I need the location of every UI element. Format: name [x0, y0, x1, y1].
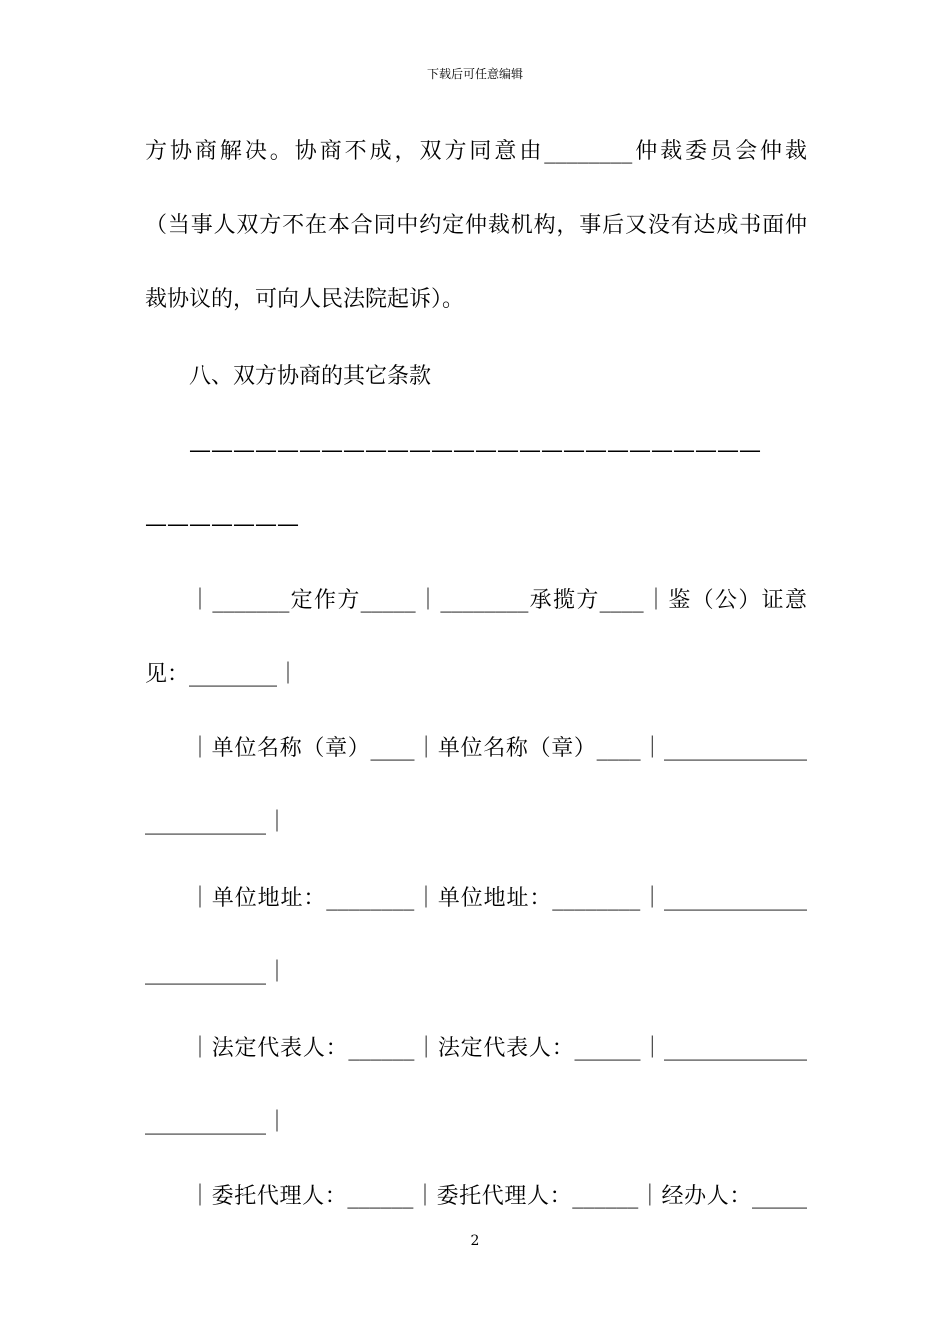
signature-table-row: ___________｜	[145, 960, 289, 985]
divider-line: ——————————————————————————	[189, 438, 761, 463]
signature-table-row: ｜单位地址：________｜单位地址：________｜_____________	[189, 886, 807, 911]
signature-table-row: ___________｜	[145, 810, 289, 835]
section-heading: 八、双方协商的其它条款	[189, 364, 432, 389]
page-number: 2	[470, 1233, 480, 1249]
signature-table-row: ｜单位名称（章）____｜单位名称（章）____｜_____________	[189, 736, 807, 761]
divider-line: ———————	[145, 512, 299, 537]
paragraph-line: 方协商解决。协商不成，双方同意由________仲裁委员会仲裁	[145, 139, 807, 164]
signature-table-row: ___________｜	[145, 1110, 289, 1135]
signature-table-row: ｜法定代表人：______｜法定代表人：______｜_____________	[189, 1036, 807, 1061]
paragraph-line: 裁协议的，可向人民法院起诉）。	[145, 287, 465, 312]
page-header: 下载后可任意编辑	[426, 67, 523, 81]
signature-table-row: ｜委托代理人：______｜委托代理人：______｜经办人：_____	[189, 1184, 807, 1209]
signature-table-row: 见：________｜	[145, 662, 300, 687]
signature-table-row: ｜_______定作方_____｜________承揽方____｜鉴（公）证意	[189, 588, 807, 613]
paragraph-line: （当事人双方不在本合同中约定仲裁机构，事后又没有达成书面仲	[145, 213, 807, 238]
